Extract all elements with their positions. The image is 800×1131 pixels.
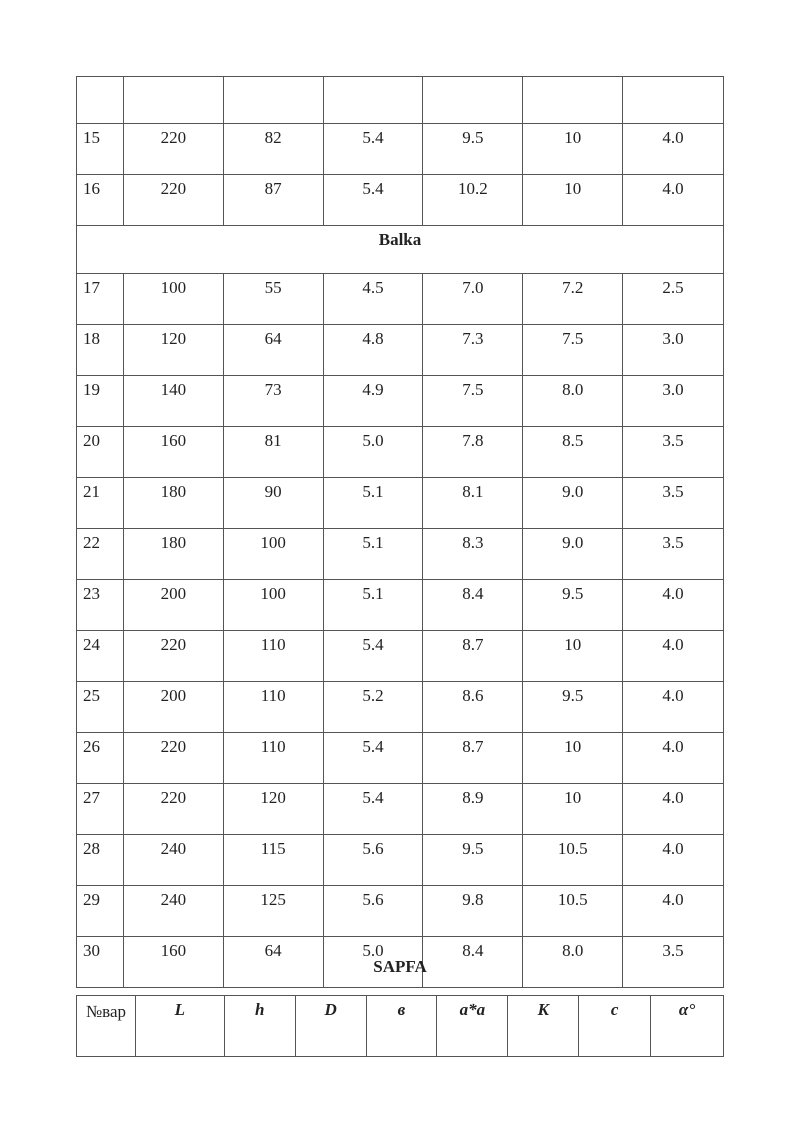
value-cell: 10.5 — [523, 886, 623, 937]
table-row — [77, 529, 724, 580]
value-cell: 64 — [223, 325, 323, 376]
value-cell: 5.2 — [323, 682, 423, 733]
value-cell: 120 — [223, 784, 323, 835]
row-number-cell: 23 — [77, 580, 124, 631]
value-cell: 10 — [523, 175, 623, 226]
value-cell: 7.2 — [523, 274, 623, 325]
value-cell: 9.8 — [423, 886, 523, 937]
sapfa-header-cell: L — [135, 996, 224, 1057]
value-cell: 125 — [223, 886, 323, 937]
value-cell: 8.4 — [423, 580, 523, 631]
value-cell: 8.6 — [423, 682, 523, 733]
table-row — [77, 886, 724, 937]
beam-dimensions-body — [77, 77, 724, 988]
sapfa-header-cell: K — [508, 996, 579, 1057]
value-cell: 8.7 — [423, 631, 523, 682]
sapfa-header-cell: α° — [651, 996, 724, 1057]
table-row — [77, 835, 724, 886]
sapfa-header-cell: №вар — [77, 996, 136, 1057]
value-cell: 90 — [223, 478, 323, 529]
value-cell: 4.0 — [623, 682, 724, 733]
value-cell — [623, 77, 724, 124]
value-cell: 240 — [123, 835, 223, 886]
value-cell — [323, 77, 423, 124]
value-cell: 4.0 — [623, 835, 724, 886]
value-cell: 4.0 — [623, 580, 724, 631]
value-cell: 7.8 — [423, 427, 523, 478]
value-cell: 9.0 — [523, 529, 623, 580]
value-cell: 10.5 — [523, 835, 623, 886]
value-cell: 180 — [123, 529, 223, 580]
value-cell: 7.3 — [423, 325, 523, 376]
value-cell: 8.4 — [423, 937, 523, 988]
value-cell: 73 — [223, 376, 323, 427]
row-number-cell: 16 — [77, 175, 124, 226]
table-row — [77, 376, 724, 427]
table-row — [77, 580, 724, 631]
value-cell: 82 — [223, 124, 323, 175]
value-cell: 220 — [123, 631, 223, 682]
table-row — [77, 274, 724, 325]
value-cell: 4.0 — [623, 886, 724, 937]
value-cell: 5.4 — [323, 733, 423, 784]
value-cell: 10 — [523, 733, 623, 784]
row-number-cell: 29 — [77, 886, 124, 937]
row-number-cell: 27 — [77, 784, 124, 835]
value-cell: 10.2 — [423, 175, 523, 226]
value-cell: 3.5 — [623, 529, 724, 580]
table-row — [77, 733, 724, 784]
table-row — [77, 175, 724, 226]
value-cell: 140 — [123, 376, 223, 427]
sapfa-table — [76, 995, 724, 1057]
value-cell: 110 — [223, 682, 323, 733]
value-cell: 4.0 — [623, 733, 724, 784]
value-cell — [123, 77, 223, 124]
sapfa-header-cell: h — [224, 996, 295, 1057]
value-cell: 160 — [123, 427, 223, 478]
value-cell: 10 — [523, 631, 623, 682]
value-cell: 5.4 — [323, 631, 423, 682]
value-cell: 220 — [123, 784, 223, 835]
value-cell: 9.5 — [523, 580, 623, 631]
row-number-cell: 28 — [77, 835, 124, 886]
value-cell: 110 — [223, 631, 323, 682]
table-row — [77, 784, 724, 835]
value-cell: 3.0 — [623, 376, 724, 427]
value-cell: 4.8 — [323, 325, 423, 376]
row-number-cell: 18 — [77, 325, 124, 376]
table-row — [77, 124, 724, 175]
sapfa-header-row — [77, 996, 724, 1057]
sapfa-header-cell: c — [579, 996, 651, 1057]
value-cell: 4.0 — [623, 124, 724, 175]
value-cell: 55 — [223, 274, 323, 325]
value-cell: 200 — [123, 682, 223, 733]
table-row — [77, 631, 724, 682]
row-number-cell: 15 — [77, 124, 124, 175]
value-cell: 100 — [123, 274, 223, 325]
sapfa-header-cell: D — [295, 996, 366, 1057]
value-cell — [523, 77, 623, 124]
table-row — [77, 682, 724, 733]
table-row — [77, 478, 724, 529]
value-cell: 5.4 — [323, 175, 423, 226]
section-label: Balka — [77, 226, 724, 274]
value-cell: 4.0 — [623, 631, 724, 682]
value-cell: 120 — [123, 325, 223, 376]
value-cell: 220 — [123, 733, 223, 784]
value-cell: 8.5 — [523, 427, 623, 478]
row-number-cell: 21 — [77, 478, 124, 529]
value-cell: 9.5 — [423, 124, 523, 175]
value-cell: 4.9 — [323, 376, 423, 427]
value-cell: 3.5 — [623, 478, 724, 529]
sapfa-header-cell: a*a — [437, 996, 508, 1057]
value-cell: 5.4 — [323, 784, 423, 835]
row-number-cell: 19 — [77, 376, 124, 427]
row-number-cell: 26 — [77, 733, 124, 784]
value-cell: 8.0 — [523, 937, 623, 988]
value-cell: 4.0 — [623, 175, 724, 226]
row-number-cell: 24 — [77, 631, 124, 682]
value-cell: 160 — [123, 937, 223, 988]
row-number-cell: 20 — [77, 427, 124, 478]
value-cell: 8.9 — [423, 784, 523, 835]
value-cell: 8.3 — [423, 529, 523, 580]
section-row — [77, 226, 724, 274]
table-row — [77, 77, 724, 124]
value-cell: 5.1 — [323, 580, 423, 631]
sapfa-heading: SAPFA — [373, 957, 427, 976]
value-cell: 87 — [223, 175, 323, 226]
value-cell: 9.5 — [423, 835, 523, 886]
value-cell: 81 — [223, 427, 323, 478]
value-cell: 5.0 — [323, 427, 423, 478]
value-cell: 5.4 — [323, 124, 423, 175]
value-cell: 4.5 — [323, 274, 423, 325]
table-row — [77, 325, 724, 376]
value-cell: 100 — [223, 580, 323, 631]
value-cell: 110 — [223, 733, 323, 784]
row-number-cell: 25 — [77, 682, 124, 733]
value-cell: 220 — [123, 124, 223, 175]
value-cell: 3.0 — [623, 325, 724, 376]
row-number-cell: 17 — [77, 274, 124, 325]
value-cell: 5.1 — [323, 478, 423, 529]
beam-dimensions-table — [76, 76, 724, 988]
value-cell: 3.5 — [623, 427, 724, 478]
value-cell: 7.5 — [423, 376, 523, 427]
value-cell: 64 — [223, 937, 323, 988]
row-number-cell — [77, 77, 124, 124]
value-cell: 5.6 — [323, 886, 423, 937]
value-cell — [423, 77, 523, 124]
table-row — [77, 427, 724, 478]
value-cell: 115 — [223, 835, 323, 886]
value-cell: 7.0 — [423, 274, 523, 325]
row-number-cell: 30 — [77, 937, 124, 988]
value-cell: 200 — [123, 580, 223, 631]
value-cell: 240 — [123, 886, 223, 937]
value-cell: 5.0 — [323, 937, 423, 988]
value-cell: 220 — [123, 175, 223, 226]
value-cell: 9.0 — [523, 478, 623, 529]
value-cell: 8.0 — [523, 376, 623, 427]
value-cell — [223, 77, 323, 124]
value-cell: 180 — [123, 478, 223, 529]
value-cell: 100 — [223, 529, 323, 580]
value-cell: 5.1 — [323, 529, 423, 580]
sapfa-header-cell: в — [366, 996, 437, 1057]
row-number-cell: 22 — [77, 529, 124, 580]
value-cell: 8.7 — [423, 733, 523, 784]
value-cell: 5.6 — [323, 835, 423, 886]
value-cell: 3.5 — [623, 937, 724, 988]
value-cell: 8.1 — [423, 478, 523, 529]
value-cell: 10 — [523, 784, 623, 835]
value-cell: 9.5 — [523, 682, 623, 733]
value-cell: 4.0 — [623, 784, 724, 835]
value-cell: 7.5 — [523, 325, 623, 376]
value-cell: 2.5 — [623, 274, 724, 325]
value-cell: 10 — [523, 124, 623, 175]
